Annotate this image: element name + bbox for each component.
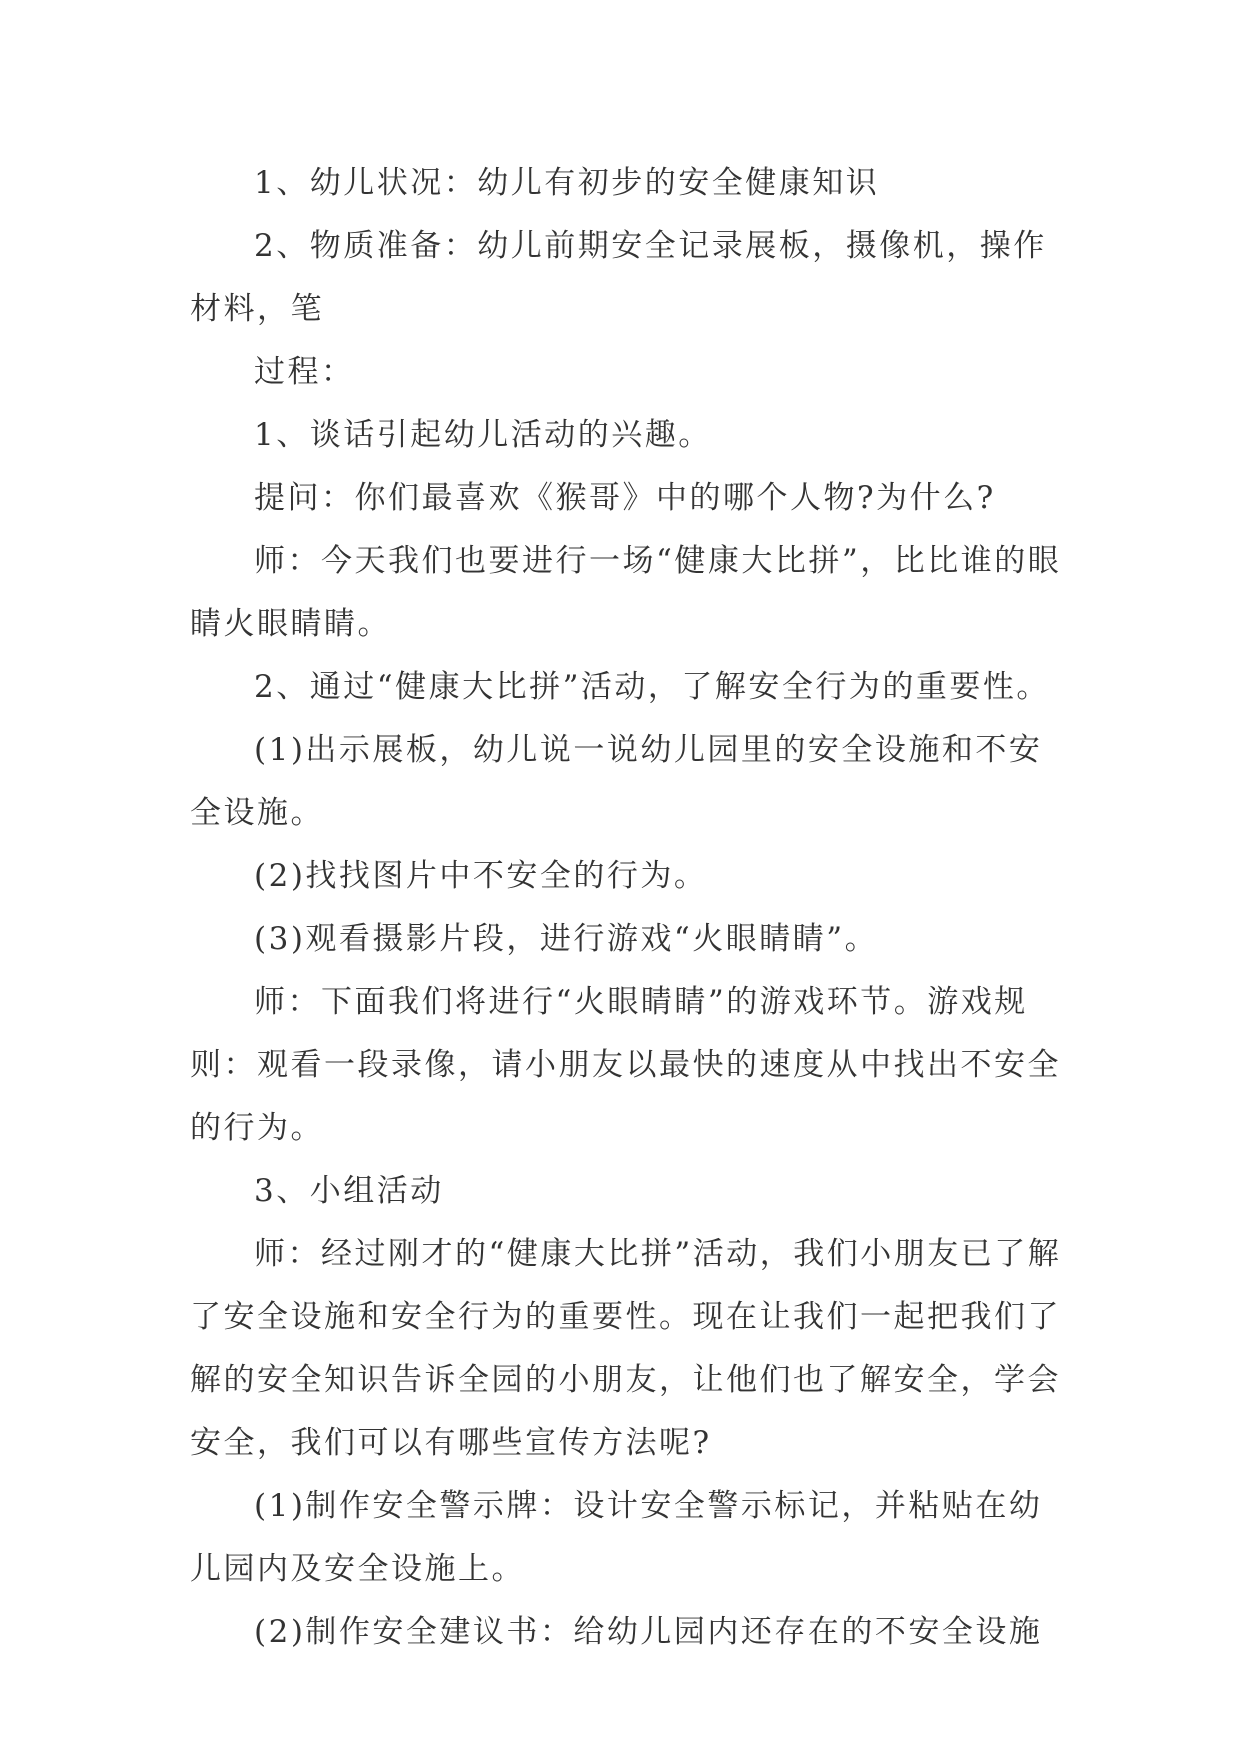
- paragraph-process-heading: 过程：: [254, 354, 355, 390]
- paragraph-proposal: (2)制作安全建议书：给幼儿园内还存在的不安全设施: [254, 1614, 1043, 1650]
- paragraph-warning-sign: (1)制作安全警示牌：设计安全警示标记，并粘贴在幼儿园内及安全设施上。: [190, 1488, 1043, 1587]
- paragraph-substep-1: (1)出示展板，幼儿说一说幼儿园里的安全设施和不安全设施。: [190, 732, 1043, 831]
- paragraph-game-rules: 师：下面我们将进行“火眼睛睛”的游戏环节。游戏规则：观看一段录像，请小朋友以最快的速度从中找出不安全的行为。: [190, 984, 1061, 1146]
- paragraph-teacher-intro: 师：今天我们也要进行一场“健康大比拼”，比比谁的眼睛火眼睛睛。: [190, 543, 1062, 642]
- paragraph-substep-3: (3)观看摄影片段，进行游戏“火眼睛睛”。: [254, 921, 879, 957]
- paragraph-step-3: 3、小组活动: [254, 1173, 444, 1209]
- paragraph-question: 提问：你们最喜欢《猴哥》中的哪个人物?为什么?: [254, 480, 996, 516]
- paragraph-child-status: 1、幼儿状况：幼儿有初步的安全健康知识: [254, 165, 880, 201]
- document-body: [190, 152, 1070, 1664]
- paragraph-material-prep: 2、物质准备：幼儿前期安全记录展板，摄像机，操作材料，笔: [190, 228, 1047, 327]
- paragraph-step-1: 1、谈话引起幼儿活动的兴趣。: [254, 417, 712, 453]
- paragraph-step-2: 2、通过“健康大比拼”活动，了解安全行为的重要性。: [254, 669, 1050, 705]
- paragraph-substep-2: (2)找找图片中不安全的行为。: [254, 858, 708, 894]
- paragraph-teacher-summary: 师：经过刚才的“健康大比拼”活动，我们小朋友已了解了安全设施和安全行为的重要性。现在让我们一起把我们了解的安全知识告诉全园的小朋友，让他们也了解安全，学会安全，我们可以有哪些宣传方法呢?: [190, 1236, 1062, 1461]
